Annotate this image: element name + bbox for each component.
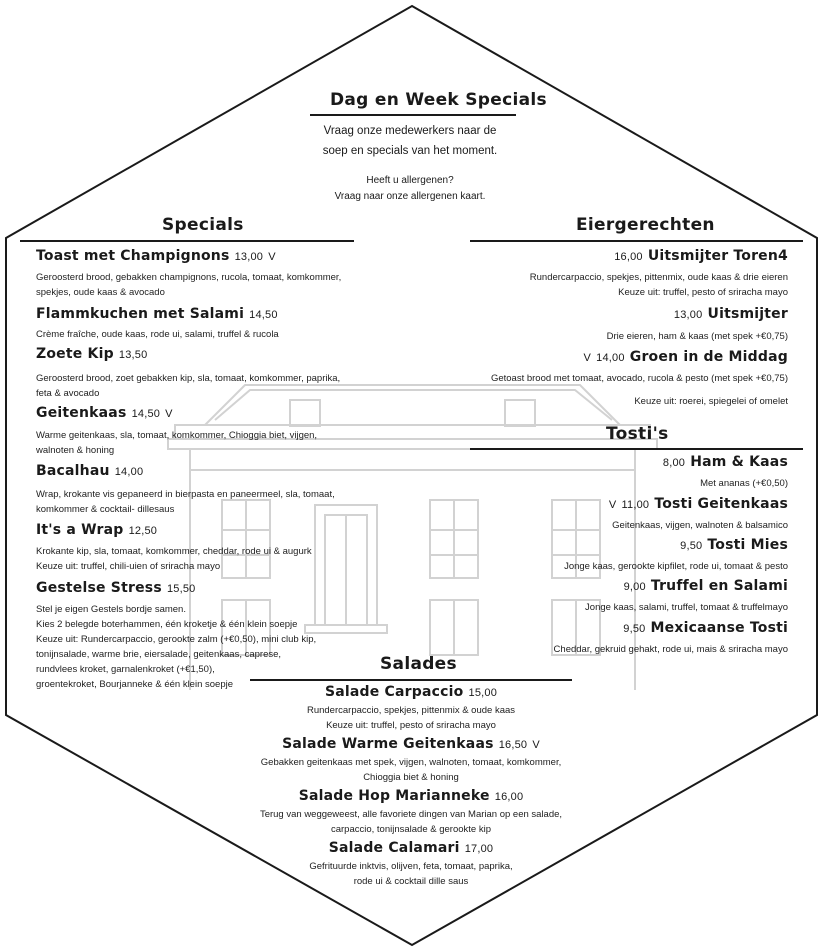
specials-rule	[20, 240, 354, 242]
tosti-desc: Jonge kaas, gerookte kipfilet, rode ui, tomaat & pesto	[564, 561, 788, 572]
special-desc: Geroosterd brood, zoet gebakken kip, sla, tomaat, komkommer, paprika, feta & avocado	[36, 373, 341, 399]
tostis-title: Tosti's	[606, 424, 669, 444]
tosti-name: 9,50 Tosti Mies	[680, 537, 788, 553]
special-name: Bacalhau 14,00	[36, 463, 144, 479]
special-desc: Geroosterd brood, gebakken champignons, rucola, tomaat, komkommer, spekjes, oude kaas & avocado	[36, 272, 342, 298]
special-desc: Warme geitenkaas, sla, tomaat, komkommer, Chioggia biet, vijgen, walnoten & honing	[36, 430, 318, 456]
specials-title: Specials	[162, 215, 244, 235]
tosti-name: 8,00 Ham & Kaas	[662, 454, 788, 470]
eiergerechten-rule	[470, 240, 803, 242]
intro-title: Dag en Week Specials	[330, 90, 547, 110]
special-name: Flammkuchen met Salami 14,50	[36, 306, 278, 322]
intro-rule	[310, 114, 516, 116]
egg-dish-desc: Rundercarpaccio, spekjes, pittenmix, oude kaas & drie eieren Keuze uit: truffel, pesto of sriracha mayo	[529, 272, 788, 298]
special-name: Geitenkaas 14,50 V	[36, 405, 173, 421]
salad-desc: Rundercarpaccio, spekjes, pittenmix & oude kaas Keuze uit: truffel, pesto of sriracha mayo	[306, 705, 516, 731]
egg-dish-desc: Keuze uit: roerei, spiegelei of omelet	[634, 396, 788, 407]
egg-dish-name: V 14,00 Groen in de Middag	[583, 349, 788, 365]
tostis-rule	[470, 448, 803, 450]
intro-line-1: Vraag onze medewerkers naar de	[323, 125, 497, 137]
egg-dish-desc: Drie eieren, ham & kaas (met spek +€0,75)	[606, 331, 788, 342]
tosti-desc: Geitenkaas, vijgen, walnoten & balsamico	[612, 520, 788, 531]
salad-desc: Gebakken geitenkaas met spek, vijgen, walnoten, tomaat, komkommer, Chioggia biet & honing	[260, 757, 562, 783]
egg-dish-desc: Getoast brood met tomaat, avocado, rucola & pesto (met spek +€0,75)	[490, 373, 788, 384]
special-desc: Krokante kip, sla, tomaat, komkommer, cheddar, rode ui & augurk Keuze uit: truffel, chili-uien of sriracha mayo	[36, 546, 312, 572]
egg-dish-name: 16,00 Uitsmijter Toren4	[614, 248, 788, 264]
salad-desc: Gefrituurde inktvis, olijven, feta, tomaat, paprika, rode ui & cocktail dille saus	[309, 861, 513, 887]
intro-line-2: soep en specials van het moment.	[322, 145, 498, 157]
tosti-name: V 11,00 Tosti Geitenkaas	[608, 496, 788, 512]
special-name: Gestelse Stress 15,50	[36, 580, 196, 596]
allergy-line-2: Vraag naar onze allergenen kaart.	[334, 191, 486, 202]
special-desc: Stel je eigen Gestels bordje samen. Kies 2 belegde boterhammen, één kroketje & één klein soepje Keuze uit: Rundercarpaccio, gerookte zalm (+€0,50), mini club kip, tonijnsalade, warme brie, eiersalade, geitenkaas, caprese, rundvlees kroket, garnalenkroket (+€1,50), groentekroket, Bourjanneke & één klein soepje	[36, 604, 317, 690]
tosti-desc: Met ananas (+€0,50)	[700, 478, 788, 489]
salad-name: Salade Warme Geitenkaas 16,50 V	[282, 736, 540, 752]
allergy-line-1: Heeft u allergenen?	[366, 175, 454, 186]
tosti-name: 9,50 Mexicaanse Tosti	[623, 620, 788, 636]
salades-title: Salades	[380, 654, 457, 674]
special-name: Toast met Champignons 13,00 V	[36, 248, 276, 264]
salad-name: Salade Calamari 17,00	[328, 840, 494, 856]
salades-rule	[250, 679, 572, 681]
salad-name: Salade Hop Marianneke 16,00	[298, 788, 524, 804]
special-desc: Crème fraîche, oude kaas, rode ui, salami, truffel & rucola	[36, 329, 279, 340]
special-name: Zoete Kip 13,50	[36, 346, 148, 362]
special-desc: Wrap, krokante vis gepaneerd in bierpasta en paneermeel, sla, tomaat, komkommer & cocktail- dillesaus	[36, 489, 335, 515]
salad-desc: Terug van weggeweest, alle favoriete dingen van Marian op een salade, carpaccio, tonijnsalade & gerookte kip	[259, 809, 563, 835]
special-name: It's a Wrap 12,50	[36, 522, 158, 538]
egg-dish-name: 13,00 Uitsmijter	[673, 306, 788, 322]
tosti-name: 9,00 Truffel en Salami	[623, 578, 788, 594]
tosti-desc: Cheddar, gekruid gehakt, rode ui, mais & sriracha mayo	[553, 644, 788, 655]
tosti-desc: Jonge kaas, salami, truffel, tomaat & truffelmayo	[585, 602, 788, 613]
salad-name: Salade Carpaccio 15,00	[324, 684, 498, 700]
eiergerechten-title: Eiergerechten	[576, 215, 715, 235]
